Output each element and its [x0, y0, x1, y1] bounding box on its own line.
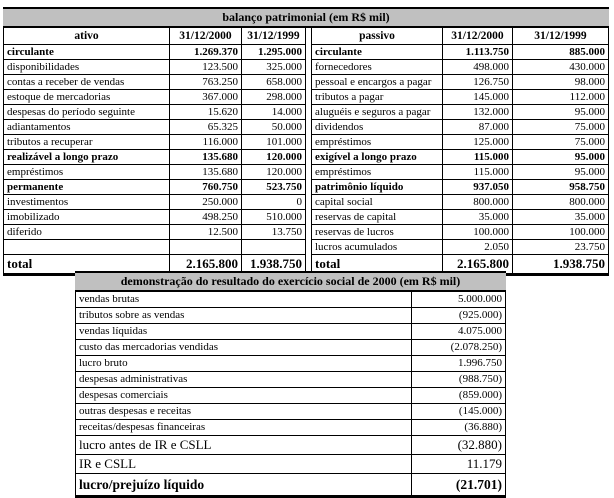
table-row — [76, 356, 505, 372]
row-value — [241, 240, 305, 254]
table-row — [4, 120, 305, 135]
row-value: 250.000 — [169, 195, 241, 209]
row-label: despesas do período seguinte — [7, 106, 135, 118]
row-label — [4, 240, 169, 254]
row-value: 0 — [241, 195, 305, 209]
date-1999-column-header: 31/12/1999 — [241, 28, 305, 44]
row-value: 115.000 — [442, 165, 512, 179]
row-value: (21.701) — [411, 474, 505, 495]
table-row — [76, 455, 505, 474]
table-row — [4, 60, 305, 75]
row-value: 800.000 — [512, 195, 608, 209]
table-row — [312, 150, 608, 165]
table-row — [4, 195, 305, 210]
row-value: 1.269.370 — [169, 45, 241, 59]
row-value: 498.000 — [442, 60, 512, 74]
row-value: (32.880) — [411, 436, 505, 454]
row-label: outras despesas e receitas — [79, 405, 192, 417]
date-2000-column-header: 31/12/2000 — [442, 28, 512, 44]
row-value: 115.000 — [442, 150, 512, 164]
row-value: 325.000 — [241, 60, 305, 74]
row-label: vendas líquidas — [79, 325, 148, 337]
table-row — [76, 404, 505, 420]
income-statement-rows — [75, 292, 506, 498]
table-row — [4, 225, 305, 240]
balance-sheet-body — [3, 28, 609, 276]
row-value: 510.000 — [241, 210, 305, 224]
row-value: 4.075.000 — [411, 324, 505, 339]
liabilities-rows — [312, 45, 608, 274]
row-label: empréstimos — [315, 136, 372, 148]
table-row — [312, 195, 608, 210]
row-label: vendas brutas — [79, 293, 140, 305]
row-value: 14.000 — [241, 105, 305, 119]
table-row — [4, 180, 305, 195]
row-value: 120.000 — [241, 150, 305, 164]
row-value: 135.680 — [169, 165, 241, 179]
row-value: 298.000 — [241, 90, 305, 104]
table-row — [76, 308, 505, 324]
row-value: (2.078.250) — [411, 340, 505, 355]
row-label: aluguéis e seguros a pagar — [315, 106, 431, 118]
row-label: investimentos — [7, 196, 69, 208]
row-label: IR e CSLL — [79, 456, 137, 471]
row-value: 12.500 — [169, 225, 241, 239]
income-statement-title: demonstração do resultado do exercício social de 2000 (em R$ mil) — [75, 271, 506, 292]
row-value: 5.000.000 — [411, 292, 505, 307]
table-row — [312, 120, 608, 135]
row-value: 13.750 — [241, 225, 305, 239]
assets-header-row — [4, 28, 305, 45]
row-value: 101.000 — [241, 135, 305, 149]
assets-column-header: ativo — [74, 30, 99, 42]
table-row — [312, 45, 608, 60]
row-value: 2.050 — [442, 240, 512, 254]
assets-rows — [4, 45, 305, 274]
row-label: disponibilidades — [7, 61, 80, 73]
row-label: tributos a pagar — [315, 91, 384, 103]
table-row — [312, 210, 608, 225]
table-row — [76, 436, 505, 455]
row-value: 937.050 — [442, 180, 512, 194]
row-value: 958.750 — [512, 180, 608, 194]
row-value: 1.996.750 — [411, 356, 505, 371]
row-label: lucro/prejuízo líquido — [79, 477, 205, 492]
row-label: circulante — [315, 46, 362, 58]
row-value: 2.165.800 — [169, 255, 241, 273]
table-row — [4, 45, 305, 60]
row-value: 800.000 — [442, 195, 512, 209]
table-row — [312, 105, 608, 120]
row-value: 123.500 — [169, 60, 241, 74]
row-value: 498.250 — [169, 210, 241, 224]
row-label: tributos sobre as vendas — [79, 309, 185, 321]
table-row — [76, 388, 505, 404]
row-label: estoque de mercadorias — [7, 91, 111, 103]
row-value: 120.000 — [241, 165, 305, 179]
table-row — [76, 372, 505, 388]
row-label: empréstimos — [315, 166, 372, 178]
table-row — [312, 60, 608, 75]
row-label: custo das mercadorias vendidas — [79, 341, 218, 353]
row-label: despesas comerciais — [79, 389, 168, 401]
row-value: 95.000 — [512, 105, 608, 119]
row-value: 367.000 — [169, 90, 241, 104]
row-label: imobilizado — [7, 211, 60, 223]
row-value: 125.000 — [442, 135, 512, 149]
row-value: (988.750) — [411, 372, 505, 387]
row-value: 1.295.000 — [241, 45, 305, 59]
row-value: 135.680 — [169, 150, 241, 164]
table-row — [312, 135, 608, 150]
row-value: 885.000 — [512, 45, 608, 59]
date-1999-column-header: 31/12/1999 — [512, 28, 608, 44]
row-label: despesas administrativas — [79, 373, 188, 385]
row-label: tributos a recuperar — [7, 136, 93, 148]
row-value: 1.113.750 — [442, 45, 512, 59]
row-label: exigível a longo prazo — [315, 151, 417, 163]
row-value: 95.000 — [512, 150, 608, 164]
row-label: reservas de lucros — [315, 226, 394, 238]
row-label: lucro antes de IR e CSLL — [79, 437, 212, 452]
row-label: total — [315, 256, 341, 271]
row-label: dividendos — [315, 121, 364, 133]
row-value: 523.750 — [241, 180, 305, 194]
row-label: capital social — [315, 196, 373, 208]
row-value: 2.165.800 — [442, 255, 512, 273]
table-row — [76, 420, 505, 436]
row-label: receitas/despesas financeiras — [79, 421, 206, 433]
row-label: contas a receber de vendas — [7, 76, 125, 88]
row-label: empréstimos — [7, 166, 64, 178]
table-row — [4, 135, 305, 150]
row-value: (36.880) — [411, 420, 505, 435]
row-label: realizável a longo prazo — [7, 151, 119, 163]
table-row — [312, 75, 608, 90]
table-row — [4, 105, 305, 120]
row-value: 1.938.750 — [512, 255, 608, 273]
row-value: 430.000 — [512, 60, 608, 74]
row-label: patrimônio líquido — [315, 181, 404, 193]
table-row — [76, 292, 505, 308]
table-row — [4, 150, 305, 165]
row-label: permanente — [7, 181, 64, 193]
row-value: 100.000 — [512, 225, 608, 239]
row-label: fornecedores — [315, 61, 372, 73]
row-value: 11.179 — [411, 455, 505, 473]
row-value: 87.000 — [442, 120, 512, 134]
table-row — [4, 75, 305, 90]
liabilities-header-row — [312, 28, 608, 45]
row-value: 65.325 — [169, 120, 241, 134]
row-value: 1.938.750 — [241, 255, 305, 273]
row-value: 116.000 — [169, 135, 241, 149]
row-label: reservas de capital — [315, 211, 397, 223]
row-value: (925.000) — [411, 308, 505, 323]
row-label: pessoal e encargos a pagar — [315, 76, 432, 88]
table-row — [76, 474, 505, 496]
balance-sheet-title: balanço patrimonial (em R$ mil) — [3, 7, 609, 28]
table-row — [4, 165, 305, 180]
row-value: (859.000) — [411, 388, 505, 403]
row-value: 126.750 — [442, 75, 512, 89]
table-row — [312, 225, 608, 240]
row-value: 145.000 — [442, 90, 512, 104]
table-row — [4, 240, 305, 255]
row-value: 75.000 — [512, 135, 608, 149]
row-value: (145.000) — [411, 404, 505, 419]
row-value: 35.000 — [512, 210, 608, 224]
row-value: 23.750 — [512, 240, 608, 254]
table-row — [312, 180, 608, 195]
row-value: 15.620 — [169, 105, 241, 119]
row-value: 100.000 — [442, 225, 512, 239]
row-value: 760.750 — [169, 180, 241, 194]
row-label: lucro bruto — [79, 357, 128, 369]
assets-table — [3, 28, 306, 276]
table-row — [4, 210, 305, 225]
row-value: 132.000 — [442, 105, 512, 119]
income-statement-table — [75, 271, 506, 498]
row-value — [169, 240, 241, 254]
date-2000-column-header: 31/12/2000 — [169, 28, 241, 44]
table-row — [76, 340, 505, 356]
liabilities-table — [311, 28, 609, 276]
row-value: 75.000 — [512, 120, 608, 134]
balance-sheet-table — [3, 7, 609, 276]
row-value: 50.000 — [241, 120, 305, 134]
row-value: 112.000 — [512, 90, 608, 104]
row-value: 658.000 — [241, 75, 305, 89]
table-row — [312, 90, 608, 105]
row-value: 763.250 — [169, 75, 241, 89]
row-value: 95.000 — [512, 165, 608, 179]
table-row — [4, 90, 305, 105]
row-value: 35.000 — [442, 210, 512, 224]
liabilities-column-header: passivo — [359, 30, 395, 42]
row-label: total — [7, 256, 33, 271]
row-label: lucros acumulados — [315, 241, 398, 253]
row-value: 98.000 — [512, 75, 608, 89]
row-label: circulante — [7, 46, 54, 58]
row-label: adiantamentos — [7, 121, 71, 133]
table-row — [312, 165, 608, 180]
table-row — [312, 240, 608, 255]
row-label: diferido — [7, 226, 42, 238]
table-row — [76, 324, 505, 340]
